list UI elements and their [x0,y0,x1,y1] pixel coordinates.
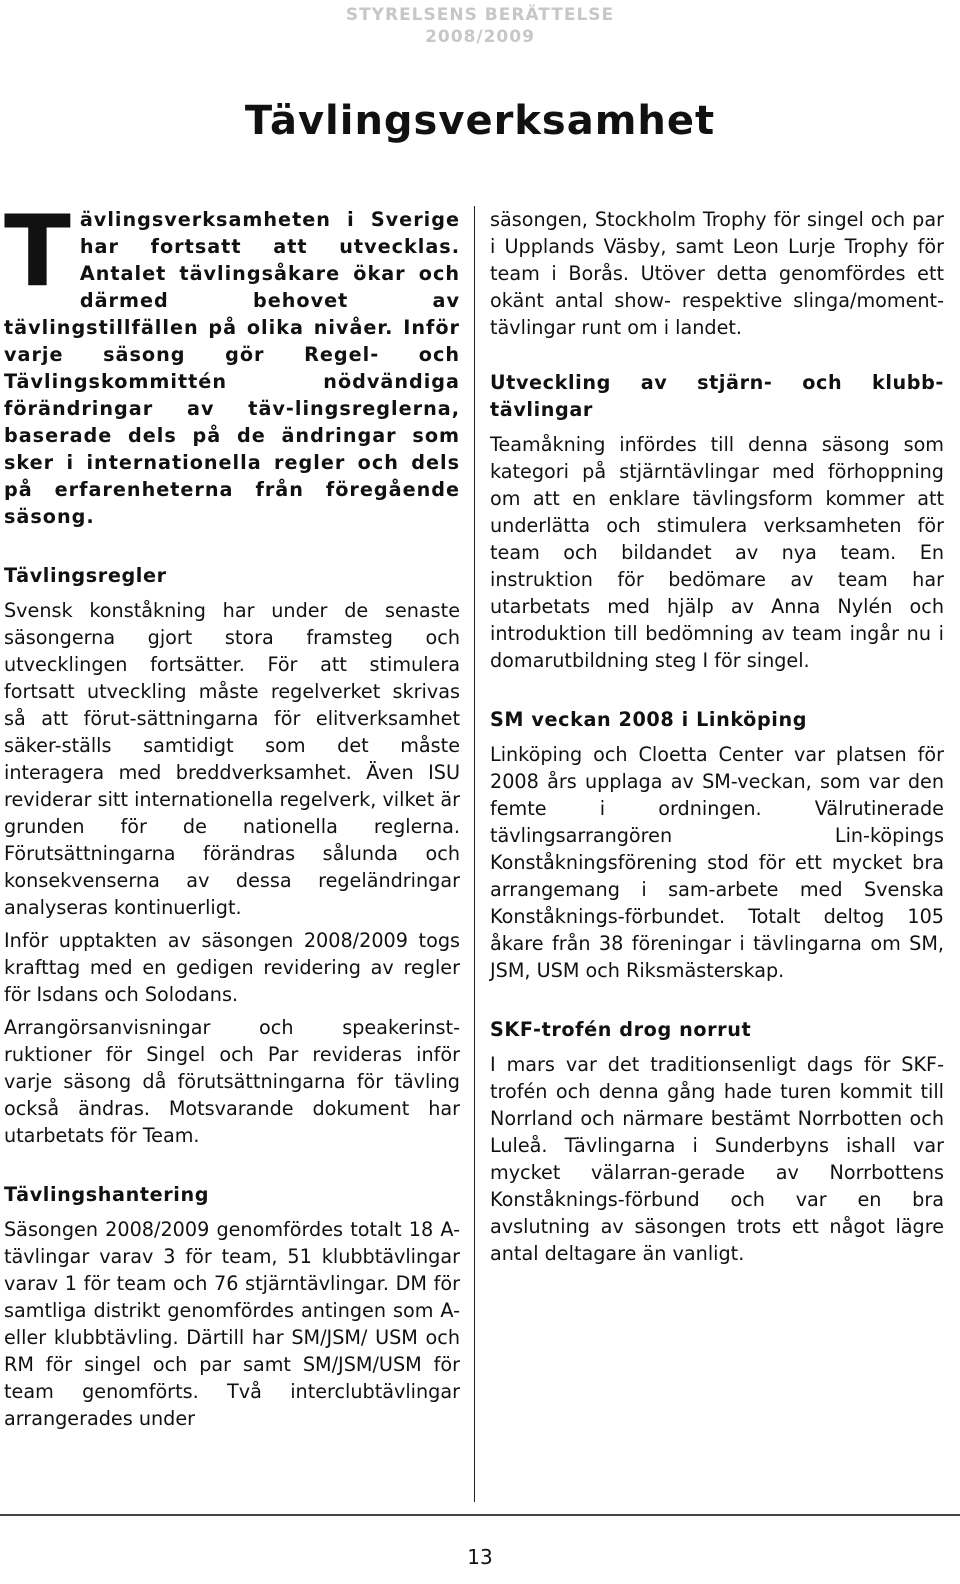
running-header [0,4,960,48]
paragraph-hantering: Säsongen 2008/2009 genomfördes totalt 18 A-tävlingar varav 3 för team, 51 klubbtävlingar varav 1 för team och 76 stjärntävlingar. DM för samtliga distrikt genomfördes antingen som A-eller klubbtävling. Därtill har SM/JSM/ USM och RM för singel och par samt SM/JSM/USM för team genomförts. Två interclubtävlingar arrangerades under [4,1218,460,1430]
lead-paragraph [4,195,460,530]
page-title: Tävlingsverksamhet [244,98,716,144]
paragraph-regler-1: Svensk konståkning har under de senaste säsongerna gjort stora framsteg och utvecklingen fortsätter. För att stimulera fortsatt utveckling måste regelverket skrivas så att förut-sättningarna för elitverksamhet säker-ställs samtidigt som det måste interagera med breddverksamhet. Även ISU reviderar sitt internationella regelverk, vilket är grunden för de nationella reglerna. Förutsättningarna förändras sålunda och konsekvenserna av dessa regeländringar analyseras kontinuerligt. [4,599,460,919]
paragraph-regler-3: Arrangörsanvisningar och speakerinst-ruktioner för Singel och Par revideras inför varje säsong då förutsättningarna för tävling också ändras. Motsvarande dokument har utarbetats för Team. [4,1016,460,1147]
paragraph-continued: säsongen, Stockholm Trophy för singel och par i Upplands Väsby, samt Leon Lurje Trophy för team i Borås. Utöver detta genomfördes ett okänt antal show- respektive slinga/moment-tävlingar runt om i landet. [490,208,944,339]
header-year: 2008/2009 [425,27,535,47]
right-column [490,206,944,1273]
header-section-title: STYRELSENS BERÄTTELSE [345,5,615,25]
paragraph-skf-trofen: I mars var det traditionsenligt dags för SKF-trofén och denna gång hade turen kommit till Norrland och närmare bestämt Norrbotten och Luleå. Tävlingarna i Sunderbyns ishall var mycket välarran-gerade av Norrbottens Konståknings-förbund och var en bra avslutning av säsongen trots ett något lägre antal deltagare än vanligt. [490,1053,944,1265]
heading-sm-veckan: SM veckan 2008 i Linköping [490,708,808,731]
heading-utveckling: Utveckling av stjärn- och klubb-tävlingar [490,371,944,421]
drop-cap: T [4,195,72,309]
paragraph-regler-2: Inför upptakten av säsongen 2008/2009 togs krafttag med en gedigen revidering av regler för Isdans och Solodans. [4,929,460,1006]
lead-text: ävlingsverksamheten i Sverige har fortsatt att utvecklas. Antalet tävlingsåkare ökar och därmed behovet av tävlingstillfällen på olika nivåer. Inför varje säsong gör Regel- och Tävlingskommittén nödvändiga förändringar av täv-lingsreglerna, baserade dels på de ändringar som sker i internationella regler och dels på erfarenheterna från föregående säsong. [4,208,460,528]
heading-skf-trofen: SKF-trofén drog norrut [490,1018,752,1041]
left-column [4,195,460,1438]
column-divider [474,206,475,1502]
page-number: 13 [467,1545,493,1569]
footer-rule [0,1514,960,1516]
heading-tavlingshantering: Tävlingshantering [4,1183,210,1206]
heading-tavlingsregler: Tävlingsregler [4,564,167,587]
paragraph-utveckling: Teamåkning infördes till denna säsong som kategori på stjärntävlingar med förhoppning om att en enklare tävlingsform kommer att underlätta och stimulera verksamheten för team och bildandet av nya team. En instruktion för bedömare av team har utarbetats med hjälp av Anna Nylén och introduktion till bedömning av team ingår nu i domarutbildning steg I för singel. [490,433,944,672]
paragraph-sm-veckan: Linköping och Cloetta Center var platsen för 2008 års upplaga av SM-veckan, som var den femte i ordningen. Välrutinerade tävlingsarrangören Lin-köpings Konståkningsförening stod för ett mycket bra arrangemang i sam-arbete med Svenska Konståknings-förbundet. Totalt deltog 105 åkare från 38 föreningar i tävlingarna om SM, JSM, USM och Riksmästerskap. [490,743,944,982]
